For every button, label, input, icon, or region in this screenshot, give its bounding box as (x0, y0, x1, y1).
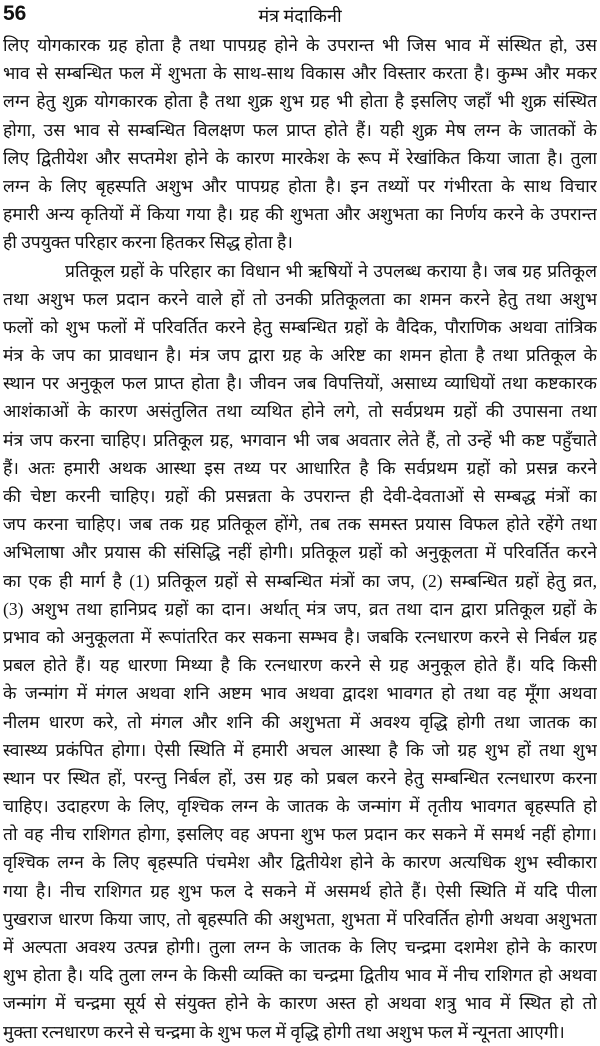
paragraph (3, 31, 597, 257)
page-number: 56 (3, 2, 27, 25)
paragraph (3, 257, 597, 1046)
text-line: भाव से सम्बन्धित फल में शुभता के साथ-साथ विकास और विस्तार करता है। कुम्भ और मकर (3, 63, 597, 84)
text-line: के जन्मांग में मंगल अथवा शनि अष्टम भाव अथवा द्वादश भावगत हो तथा वह मूँगा अथवा (3, 683, 597, 704)
text-line: लग्न के लिए बृहस्पति अशुभ और पापग्रह होता है। इन तथ्यों पर गंभीरता के साथ विचार (3, 175, 597, 196)
text-line: स्थान पर अनुकूल फल प्राप्त होता है। जीवन जब विपत्तियों, असाध्य व्याधियों तथा कष्टकारक (3, 373, 597, 394)
text-line: मुक्ता रत्नधारण करने से चन्द्रमा के शुभ फल में वृद्धि होगी तथा अशुभ फल में न्यूनता आएगी। (3, 1021, 565, 1042)
text-line: फलों को शुभ फलों में परिवर्तित करने हेतु सम्बन्धित ग्रहों के वैदिक, पौराणिक अथवा तांत्रिक (3, 316, 597, 337)
text-line: हैं। अतः हमारी अथक आस्था इस तथ्य पर आधारित है कि सर्वप्रथम ग्रहों को प्रसन्न करने (3, 457, 597, 478)
text-line: हमारी अन्य कृतियों में किया गया है। ग्रह की शुभता और अशुभता का निर्णय करने के उपरान्त (3, 204, 597, 225)
text-line: लिए द्वितीयेश और सप्तमेश होने के कारण मारकेश के रूप में रेखांकित किया जाता है। तुला (3, 147, 597, 168)
text-line: आशंकाओं के कारण असंतुलित तथा व्यथित होने लगे, तो सर्वप्रथम ग्रहों की उपासना तथा (3, 401, 597, 422)
text-line: ही उपयुक्त परिहार करना हितकर सिद्ध होता है। (3, 232, 293, 253)
page-header (0, 0, 600, 30)
running-title: मंत्र मंदाकिनी (258, 6, 342, 26)
text-line: स्थान पर स्थित हों, परन्तु निर्बल हों, उस ग्रह को प्रबल करने हेतु सम्बन्धित रत्नधारण करना (3, 767, 597, 788)
text-line: गया है। नीच राशिगत ग्रह शुभ फल दे सकने में असमर्थ होते हैं। ऐसी स्थिति में यदि पीला (3, 880, 597, 901)
text-line: प्रबल होते हैं। यह धारणा मिथ्या है कि रत्नधारण करने से ग्रह अनुकूल होते हैं। यदि किसी (3, 655, 597, 676)
text-line: स्वास्थ्य प्रकंपित होगा। ऐसी स्थिति में हमारी अचल आस्था है कि जो ग्रह शुभ हों तथा शुभ (3, 739, 597, 760)
text-line: लग्न हेतु शुक्र योगकारक होता है तथा शुक्र शुभ ग्रह भी होता है इसलिए जहाँ भी शुक्र संस्थित (3, 91, 597, 112)
text-line: तथा अशुभ फल प्रदान करने वाले हों तो उनकी प्रतिकूलता का शमन करने हेतु तथा अशुभ (3, 288, 597, 309)
text-line: लिए योगकारक ग्रह होता है तथा पापग्रह होने के उपरान्त भी जिस भाव में संस्थित हो, उस (3, 35, 597, 55)
text-line: में अल्पता अवश्य उत्पन्न होगी। तुला लग्न के जातक के लिए चन्द्रमा दशमेश होने के कारण (3, 937, 597, 957)
text-line: मंत्र के जप का प्रावधान है। मंत्र जप द्वारा ग्रह के अरिष्ट का शमन होता है तथा प्रतिकूल के (3, 345, 597, 366)
text-line: (3) अशुभ तथा हानिप्रद ग्रहों का दान। अर्थात् मंत्र जप, व्रत तथा दान द्वारा प्रतिकूल ग्रहों के (3, 598, 597, 619)
page-body (3, 31, 597, 1046)
text-line: का एक ही मार्ग है (1) प्रतिकूल ग्रहों से सम्बन्धित मंत्रों का जप, (2) सम्बन्धित ग्रहों हेतु व्रत, (3, 570, 597, 591)
text-line: प्रतिकूल ग्रहों के परिहार का विधान भी ऋषियों ने उपलब्ध कराया है। जब ग्रह प्रतिकूल (65, 260, 597, 281)
text-line: जप करना चाहिए। जब तक ग्रह प्रतिकूल होंगे, तब तक समस्त प्रयास विफल होते रहेंगे तथा (3, 514, 597, 535)
text-line: पुखराज धारण किया जाए, तो बृहस्पति की अशुभता, शुभता में परिवर्तित होगी अथवा अशुभता (3, 908, 597, 929)
text-line: नीलम धारण करे, तो मंगल और शनि की अशुभता में अवश्य वृद्धि होगी तथा जातक का (3, 711, 597, 732)
text-line: मंत्र जप करना चाहिए। प्रतिकूल ग्रह, भगवान भी जब अवतार लेते हैं, तो उन्हें भी कष्ट पहुँचाते (3, 429, 597, 450)
text-line: शुभ होता है। यदि तुला लग्न के किसी व्यक्ति का चन्द्रमा द्वितीय भाव में नीच राशिगत हो अथवा (3, 965, 597, 986)
text-line: होगा, उस भाव से सम्बन्धित विलक्षण फल प्राप्त होते हैं। यही शुक्र मेष लग्न के जातकों के (3, 119, 597, 140)
text-line: की चेष्टा करनी चाहिए। ग्रहों की प्रसन्नता के उपरान्त ही देवी-देवताओं से सम्बद्ध मंत्रों का (3, 486, 597, 506)
text-line: चाहिए। उदाहरण के लिए, वृश्चिक लग्न के जातक के जन्मांग में तृतीय भावगत बृहस्पति हो (3, 796, 597, 817)
text-line: प्रभाव को अनुकूलता में रूपांतरित कर सकना सम्भव है। जबकि रत्नधारण करने से निर्बल ग्रह (3, 626, 597, 647)
text-line: अभिलाषा और प्रयास की संसिद्धि नहीं होगी। प्रतिकूल ग्रहों को अनुकूलता में परिवर्तित करने (3, 542, 597, 563)
text-line: तो वह नीच राशिगत होगा, इसलिए वह अपना शुभ फल प्रदान कर सकने में समर्थ नहीं होगा। (3, 824, 597, 845)
text-line: जन्मांग में चन्द्रमा सूर्य से संयुक्त होने के कारण अस्त हो अथवा शत्रु भाव में स्थित हो तो (3, 993, 597, 1014)
text-line: वृश्चिक लग्न के लिए बृहस्पति पंचमेश और द्वितीयेश होने के कारण अत्यधिक शुभ स्वीकारा (3, 852, 597, 873)
